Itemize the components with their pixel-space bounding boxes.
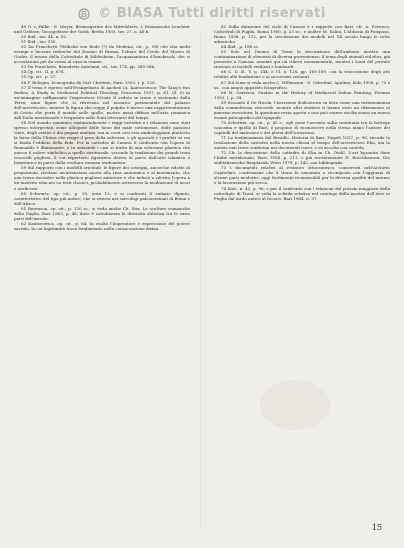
biasa-logo-icon: [78, 8, 90, 20]
footnote: 63 Sulla datazione del ciclo di Canosa e i rapporti con Bari, cfr. A. Petrucci, Cattedrali di Puglia, Roma 1960, p. 23 ss.; e inoltre M. Salmi, L'abbazia di Pomposa, Roma 1936, p. 112, per la circolazione dei modelli nel XII secolo lungo le rotte adriatiche.: [214, 24, 390, 45]
footnote: 72 Cfr. la descrizione della cattedra di Elia in Ch. Diehl, L'art byzantin dans l'Italie méridionale, Paris 1894, p. 211, e più recentemente H. Buschhausen, Die süditalienische Bauplastik, Wien 1978, p. 142, con bibliografia.: [214, 150, 390, 166]
left-footnote-column: [14, 24, 190, 538]
footnote: 58 Nel mondo romanico sostanzialmente i reggi-cattedra e i telamoni sono stati spesso interpretati come allegorie delle forze del male sottomesse, delle passioni vinte, degli eretici e dei pagani umiliati; ma in certi casi essi simboleggiano piuttosto la forza della Chiesa che regge il peso della salvezza, o gli apostoli e i profeti su cui si fonda l'edificio della fede. Per la cattedra di Canosa il confronto con l'opera di Romualdo è illuminante, e in entrambi i casi si tratta di una soluzione plastica che unisce il valore simbolico a quello strutturale, secondo la tradizione dei grandi troni vescovili pugliesi, il cui repertorio figurativo deriva in parte dall'arte islamica e bizantina e in parte dalla scultura romana tardoantica.: [14, 119, 190, 166]
watermark: [0, 6, 404, 21]
footnote: 60 Schwartz, op. cit., p. 30, nota 13; e si confronti il sudario dipinto, caratteristico del tipo più antico, che si ritrova nei sarcofagi paleocristiani di Roma e dell'Africa.: [14, 190, 190, 206]
footnote: 71 La testimonianza del Beatillo, Historia di Bari, Napoli 1637, p. 96, ricorda la traslazione della cattedra nella nuova chiesa al tempo dell'arcivescovo Elia, ma la notizia non trova conferma nei documenti coevi, e va accolta con cautela.: [214, 135, 390, 151]
footnote: 59 Sul rapporto con i modelli orientali: le figure dei sostegni, ancorché ridotte di proporzioni, rivelano un'attenzione nuova alla resa anatomica e al movimento, che non trova riscontro nella plastica pugliese anteriore e che induce a riferire l'opera a un maestro educato su testi classici, probabilmente attraverso la mediazione di avori e oreficerie.: [14, 165, 190, 191]
footnote: 62 Kantorowicz, op. cit., p. 64. In realtà l'Imperatore è espressione del potere sacrale, la cui legittimità trova fondamento nella consacrazione divina.: [14, 220, 190, 231]
footnote: 51 Ibid., tav. 150.: [21, 39, 57, 45]
footnote: 56 F. Bologna, Iconografia de l'Art Chrétien, Paris 1955, I, p. 220.: [21, 79, 156, 85]
footnote: 70 Schettini, op. cit., p. 45 s.; egli pone l'accento sulla continuità tra la bottega canosina e quella di Bari, e propone di riconoscere nella stessa mano l'autore dei capitelli del matroneo e dei plutei dell'iconostasi.: [214, 119, 390, 135]
column-gutter: [200, 30, 201, 530]
right-footnote-column: [214, 24, 390, 512]
footnote: 54 Op. cit., II, p. 674.: [21, 69, 65, 75]
footnote: 55 Op. cit., p. 27.: [21, 74, 57, 80]
footnote: 66 C. D. B., V, p. 144; e VI, n. 128, pp. 165-169, con la trascrizione degli atti relativi alla fondazione e ai successivi restauri.: [214, 69, 390, 80]
footnote: 50 Ibid., tav. 44, n. 92.: [21, 34, 68, 40]
page-number: 15: [371, 523, 382, 532]
watermark-text: © BIASA Tutti diritti riservati: [98, 6, 326, 21]
footnote: 68 M. Garrison, Studies in the History of Mediaeval Italian Painting, Firenze 1953, I, p. 54.: [214, 89, 390, 100]
footnote: 61 Berenson, op. cit., p. 120 ss.; si veda anche Ch. Stix, Le sculture romaniche della Puglia, Bari 1963, p. 48, dove è sottolineata la diversità stilistica tra le varie parti dell'arredo.: [14, 205, 190, 221]
footnote: 67 Sul tema si veda anche C. Willemsen - D. Odenthal, Apulien, Köln 1958, p. 73 e ss., con ampio apparato fotografico.: [214, 79, 390, 90]
footnote: 49 O. v. Falke - E. Meyer, Bronzegeräte des Mittelalters, I, Romanische Leuchter und Gefässe, Giessgefässe der Gotik, Berlin 1935, tav. 27, n. 48 b.: [14, 24, 190, 35]
footnote: 64 Ibid., p. 186 ss.: [221, 44, 259, 50]
footnote: 52 Da Franchetti (Wilhelm von Bode (?) da Modena, cit., p. 98) che cita molti esempi e lucerne tedesche del Duomo di Brema, l'altare del Credo del Museo di Gosler, il tesoro della Cattedrale di Hildesheim, l'acquasantiera d'Innsbruck, che si accostarono più da vicino al caso in esame.: [14, 44, 190, 65]
footnote: 53 Da Franchetti, Benedetto Antelami, cit., tav. 174, pp. 285-286.: [21, 64, 156, 70]
footnote: 73 I documenti relativi al restauro ottocentesco, conservati nell'Archivio Capitolare, confermano che il trono fu smontato e ricomposto con l'aggiunta di alcune parti moderne, oggi facilmente riconoscibili per la diversa qualità del marmo e la lavorazione più secca.: [214, 165, 390, 186]
footnote: 74 Ibid., n. 42, p. 96; e per il confronto con i telamoni del portale maggiore della cattedrale di Trani, si veda la scheda relativa nel catalogo della mostra dell'Arte in Puglia dal tardo antico al rococò, Bari 1964, n. 37.: [214, 185, 390, 201]
footnote: 69 Secondo il De Nicola, l'iscrizione dedicatoria va letta come una testimonianza della committenza vescovile, mentre altri studiosi vi hanno visto un riferimento al maestro esecutore; la questione resta aperta e non può essere risolta senza un nuovo esame paleografico dell'epigrafe.: [214, 99, 390, 120]
footnote: 65 Solo nel Duomo di Trani la decorazione dell'ambone mostra una contaminazione di elementi di diversa provenienza; il tema degli animali stilofori, già presente a Canosa, assume qui un rilievo monumentale, mentre i leoni del portale rinviano ai modelli emiliani e lombardi.: [214, 49, 390, 70]
footnote: 57 Il tema è ripreso nell'Evangeliario di Aachen (A. Kantorowicz, The King's two Bodies, A Study in Mediaeval Political Theology, Princeton 1957, p. 61, ill. 5) in un'immagine raffigurante l'imperatore Ottone II seduto in trono e sostenuto dalla Terra; sono figure che si ritrovano nel mosaico pavimentale del palazzo dell'arcivescovo, mentre la figura che regge il pulpito è invece una rappresentazione di Cristo che porta il mondo sulle spalle, motivo assai diffuso nell'arte romanica dell'Italia meridionale e frequente nelle fonti letterarie del tempo.: [14, 84, 190, 120]
